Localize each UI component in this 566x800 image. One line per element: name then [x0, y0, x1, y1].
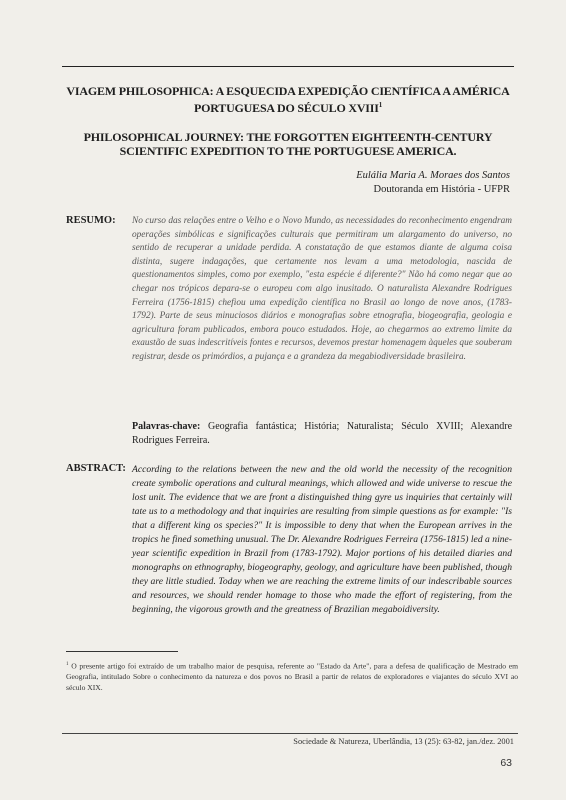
title-english — [60, 130, 516, 158]
footer-rule — [62, 733, 518, 734]
footnote-text: O presente artigo foi extraído de um trabalho maior de pesquisa, referente ao "Estado da Arte", para a defesa de qualificação de Mestrado em Geografia, intitulado Sobre o conhecimento da natureza e dos povos no Brasil a partir de relatos de exploradores e viajantes do século XVI ao século XIX. — [66, 661, 518, 692]
title-portuguese — [60, 84, 516, 115]
resumo-label: RESUMO: — [66, 215, 116, 226]
title-en-line2: SCIENTIFIC EXPEDITION TO THE PORTUGUESE AMERICA. — [119, 144, 457, 158]
title-footnote-mark[interactable]: 1 — [378, 101, 383, 109]
author-affiliation: Doutoranda em História - UFPR — [373, 184, 510, 195]
resumo-text: No curso das relações entre o Velho e o Novo Mundo, as necessidades do reconhecimento engendram operações simbólicas e significações culturais que permitiram um alargamento do universo, no sentido de recuperar a unidade perdida. A constatação de que estamos diante de alguma coisa distinta, sugere indagações, que certamente nos levam a uma metodologia, nascida de questionamentos simples, como por exemplo, "esta espécie é diferente?" Não há como negar que ao chegar nos trópicos depara-se o europeu com algo inusitado. O naturalista Alexandre Rodrigues Ferreira (1756-1815) chefiou uma expedição científica no Brasil ao longo de nove anos, (1783-1792). Parte de seus minuciosos diários e monografias sobre etnografia, biogeografia, geologia e agricultura foram publicados, embora pouco estudados. Hoje, ao chegarmos ao extremo limite da exaustão de suas indescritíveis fontes e recursos, devemos prestar homenagem àqueles que souberam registrar, desde os primórdios, a pujança e a grandeza da megabiodiversidade brasileira. — [132, 216, 512, 362]
footnote-rule — [66, 651, 178, 652]
author-block — [210, 169, 510, 197]
top-rule — [62, 66, 514, 67]
keywords-label: Palavras-chave: — [132, 421, 201, 432]
title-pt-line2: PORTUGUESA DO SÉCULO XVIII — [193, 101, 379, 115]
page-number: 63 — [500, 757, 512, 769]
title-pt-line1: VIAGEM PHILOSOPHICA: A ESQUECIDA EXPEDIÇÃO CIENTÍFICA A AMÉRICA — [66, 84, 510, 98]
journal-citation: Sociedade & Natureza, Uberlândia, 13 (25): 63-82, jan./dez. 2001 — [293, 737, 514, 746]
author-name: Eulália Maria A. Moraes dos Santos — [356, 170, 510, 181]
abstract-label: ABSTRACT: — [66, 463, 126, 474]
footnote-mark: 1 — [66, 662, 69, 667]
title-en-line1: PHILOSOPHICAL JOURNEY: THE FORGOTTEN EIGHTEENTH-CENTURY — [83, 130, 493, 144]
abstract-text: According to the relations between the new and the old world the necessity of the recognition create symbolic operations and cultural meanings, which allowed and wide universe to rescue the lost unit. The evidence that we are front a distinguished thing gyre us inquiries that certainly will tate us to a methodology and that inquiries are resulting from simple questions as for example: "Is that a different king os species?" It is impossible to deny that when the European arrives in the tropics he fined something unusual. The Dr. Alexandre Rodrigues Ferreira (1756-1815) led a nine-year scientific expedition in Brazil from (1783-1792). Major portions of his detailed diaries and monographs on ethnography, biogeography, geology, and agriculture have been published, though they are little studied. Today when we are reaching the extreme limits of our indescribable sources and resources, we should render homage to those who made the effort of registering, from the beginning, the vigorous growth and the greatness of Brazilian megaboidiversity. — [132, 464, 512, 615]
keywords-text: Geografia fantástica; História; Naturalista; Século XVIII; Alexandre Rodrigues Ferreira. — [132, 421, 513, 446]
keywords — [132, 420, 512, 448]
footnote — [66, 660, 518, 693]
